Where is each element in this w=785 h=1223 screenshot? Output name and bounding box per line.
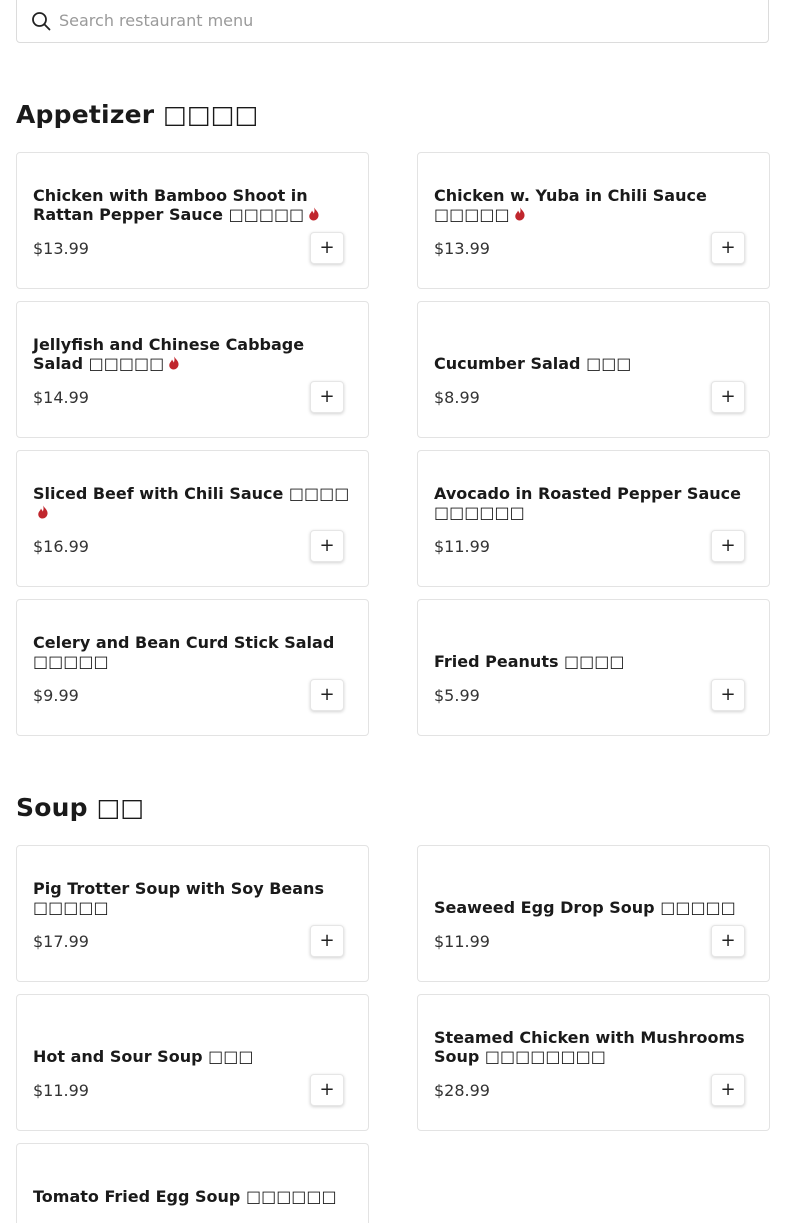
chili-icon (168, 356, 180, 370)
menu-item-card[interactable] (417, 845, 770, 982)
menu-item-card[interactable] (16, 599, 369, 736)
section-title-appetizer: Appetizer □□□□ (16, 100, 259, 129)
menu-item-name: Steamed Chicken with Mushrooms Soup □□□□□□□□ (434, 1028, 745, 1066)
menu-item-price: $13.99 (434, 239, 490, 258)
menu-item-name: Hot and Sour Soup □□□ (33, 1047, 254, 1066)
add-to-cart-button[interactable] (310, 1074, 344, 1106)
plus-icon: + (720, 535, 736, 556)
menu-item-name: Avocado in Roasted Pepper Sauce □□□□□□ (434, 484, 741, 522)
menu-item-card[interactable] (417, 599, 770, 736)
add-to-cart-button[interactable] (310, 679, 344, 711)
plus-icon: + (319, 930, 335, 951)
menu-item-price: $16.99 (33, 537, 89, 556)
menu-item-price: $17.99 (33, 932, 89, 951)
add-to-cart-button[interactable] (310, 232, 344, 264)
plus-icon: + (319, 535, 335, 556)
menu-item-name: Chicken with Bamboo Shoot in Rattan Pepper Sauce □□□□□ (33, 186, 352, 224)
plus-icon: + (319, 237, 335, 258)
add-to-cart-button[interactable] (310, 381, 344, 413)
menu-item-price: $11.99 (434, 932, 490, 951)
plus-icon: + (720, 237, 736, 258)
menu-item-price: $11.99 (33, 1081, 89, 1100)
menu-item-price: $5.99 (434, 686, 480, 705)
menu-item-card[interactable] (16, 450, 369, 587)
add-to-cart-button[interactable] (711, 679, 745, 711)
search-bar[interactable] (16, 0, 769, 43)
add-to-cart-button[interactable] (711, 925, 745, 957)
plus-icon: + (319, 1079, 335, 1100)
menu-item-card[interactable] (16, 301, 369, 438)
menu-item-price: $14.99 (33, 388, 89, 407)
add-to-cart-button[interactable] (711, 381, 745, 413)
menu-item-card[interactable] (16, 1143, 369, 1223)
plus-icon: + (319, 684, 335, 705)
menu-item-name: Jellyfish and Chinese Cabbage Salad □□□□□ (33, 335, 305, 373)
plus-icon: + (319, 386, 335, 407)
add-to-cart-button[interactable] (711, 530, 745, 562)
section-title-soup: Soup □□ (16, 793, 145, 822)
menu-item-name: Cucumber Salad □□□ (434, 354, 632, 373)
plus-icon: + (720, 930, 736, 951)
menu-item-price: $9.99 (33, 686, 79, 705)
menu-item-name: Seaweed Egg Drop Soup □□□□□ (434, 898, 736, 917)
add-to-cart-button[interactable] (310, 925, 344, 957)
chili-icon (308, 207, 320, 221)
chili-icon (514, 207, 526, 221)
menu-item-price: $8.99 (434, 388, 480, 407)
plus-icon: + (720, 684, 736, 705)
menu-item-price: $11.99 (434, 537, 490, 556)
search-input[interactable] (59, 5, 749, 35)
menu-item-card[interactable] (417, 450, 770, 587)
chili-icon (37, 505, 49, 519)
plus-icon: + (720, 1079, 736, 1100)
plus-icon: + (720, 386, 736, 407)
menu-item-name: Chicken w. Yuba in Chili Sauce □□□□□ (434, 186, 707, 224)
menu-item-price: $13.99 (33, 239, 89, 258)
menu-item-card[interactable] (417, 152, 770, 289)
add-to-cart-button[interactable] (310, 530, 344, 562)
menu-item-name: Fried Peanuts □□□□ (434, 652, 625, 671)
add-to-cart-button[interactable] (711, 1074, 745, 1106)
menu-item-name: Celery and Bean Curd Stick Salad □□□□□ (33, 633, 335, 671)
menu-item-name: Pig Trotter Soup with Soy Beans □□□□□ (33, 879, 324, 917)
menu-item-card[interactable] (16, 152, 369, 289)
menu-item-card[interactable] (16, 845, 369, 982)
menu-item-name: Sliced Beef with Chili Sauce □□□□ (33, 484, 352, 522)
menu-item-card[interactable] (417, 994, 770, 1131)
menu-item-price: $28.99 (434, 1081, 490, 1100)
menu-item-card[interactable] (417, 301, 770, 438)
search-icon (31, 11, 51, 31)
menu-item-card[interactable] (16, 994, 369, 1131)
add-to-cart-button[interactable] (711, 232, 745, 264)
menu-item-name: Tomato Fried Egg Soup □□□□□□ (33, 1187, 337, 1206)
